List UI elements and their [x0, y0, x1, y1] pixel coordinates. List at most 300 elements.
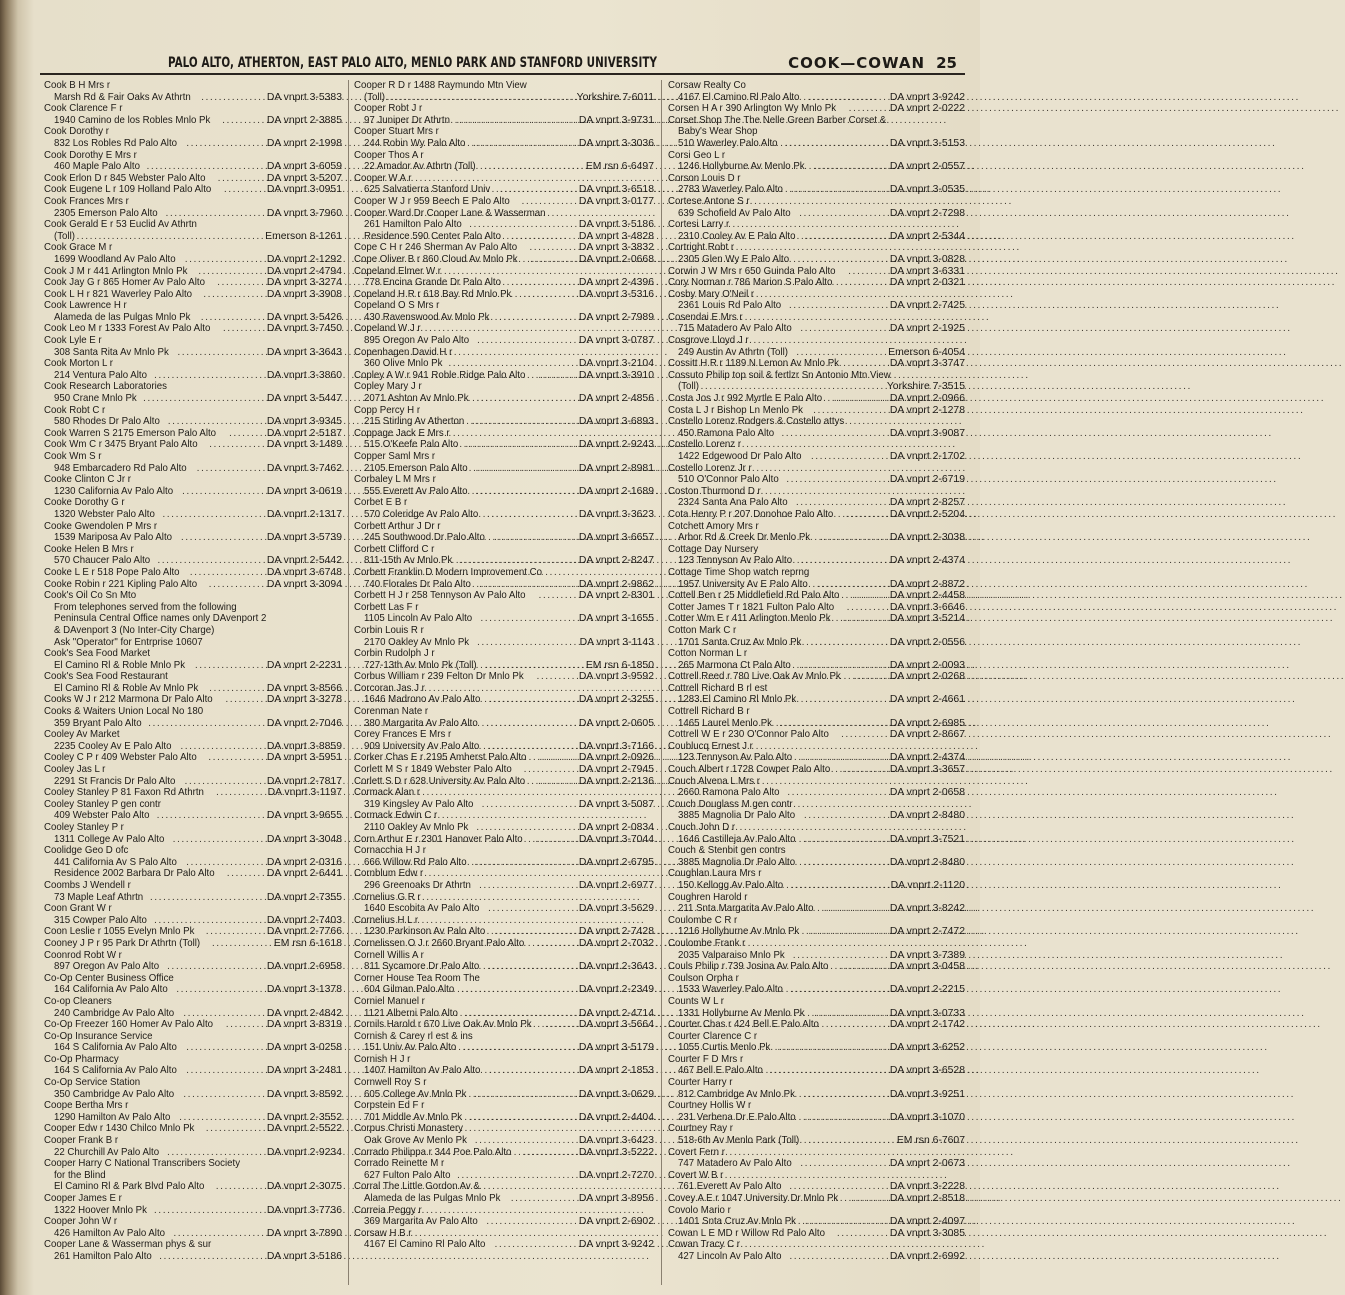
- listing-row: [668, 208, 965, 220]
- listing-row: [354, 903, 654, 915]
- listing-text: Alameda de las Pulgas Mnlo Pk: [364, 1193, 501, 1204]
- listing-text: 1699 Woodland Av Palo Alto: [54, 253, 176, 265]
- listing-row: [354, 196, 654, 208]
- phone-number: DA vnprt 2-6985: [889, 717, 965, 729]
- phone-number: DA vnprt 3-1070: [889, 1111, 965, 1123]
- dot-leader: [841, 961, 890, 973]
- phone-number: DA vnprt 2-8480: [889, 856, 965, 868]
- phone-number: DA vnprt 3-7462: [266, 462, 342, 474]
- dot-leader: [218, 173, 267, 185]
- phone-number: DA vnprt 3-5186: [266, 1250, 342, 1262]
- listing-text: Cory Norman r 786 Marion S Palo Alto: [668, 277, 833, 289]
- phone-number: DA vnprt 3-0619: [266, 485, 342, 497]
- dot-leader: [476, 393, 578, 405]
- dot-leader: [223, 323, 267, 335]
- listing-row: [354, 1077, 654, 1089]
- listing-text: Cook Lawrence H r: [44, 300, 127, 312]
- dot-leader: [186, 1065, 267, 1077]
- phone-number: DA vnprt 2-6958: [266, 961, 342, 973]
- listing-text: Covolo Mario r: [668, 1204, 731, 1216]
- phone-number: DA vnprt 3-3832: [578, 242, 654, 254]
- listing-row: [354, 868, 654, 880]
- listing-row: [44, 219, 342, 231]
- phone-number: DA vnprt 2-1998: [266, 137, 342, 149]
- phone-number: DA vnprt 3-3094: [266, 578, 342, 590]
- dot-leader: [186, 138, 267, 150]
- phone-number: DA vnprt 2-6992: [889, 1250, 965, 1262]
- dot-leader: [482, 799, 579, 811]
- dot-leader: [484, 161, 586, 173]
- phone-number: DA vnprt 2-1292: [266, 253, 342, 265]
- listing-text: Corpstein Ed F r: [354, 1100, 425, 1112]
- listing-text: 1105 Lincoln Av Palo Alto: [364, 613, 473, 625]
- listing-row: [44, 613, 342, 625]
- listing-row: [44, 358, 342, 370]
- dot-leader: [538, 776, 579, 788]
- listing-text: Cooper Edw r 1430 Chilco Mnlo Pk: [44, 1123, 195, 1135]
- listing-text: 1465 Laurel Menlo Pk: [678, 717, 773, 729]
- listing-text: 811 Sycamore Dr Palo Alto: [364, 961, 480, 973]
- dot-leader: [461, 984, 579, 996]
- dot-leader: [804, 1089, 890, 1101]
- listing-row: [354, 1216, 654, 1228]
- listing-text: Cooper R D r 1488 Raymundo Mtn View: [354, 80, 527, 91]
- listing-row: [354, 1181, 654, 1193]
- phone-number: DA vnprt 2-8667: [889, 729, 965, 741]
- listing-text: El Camino Rl & Roble Av Mnlo Pk: [54, 682, 199, 694]
- listing-text: (Toll): [364, 91, 385, 103]
- dot-leader: [511, 1193, 579, 1205]
- listing-text: 2105 Emerson Palo Alto: [364, 462, 468, 474]
- phone-number: DA vnprt 3-5447: [266, 393, 342, 405]
- listing-text: 409 Webster Palo Alto: [54, 810, 150, 822]
- listing-row: [44, 103, 342, 115]
- listing-text: 510 O'Connor Palo Alto: [678, 474, 779, 486]
- listing-text: Cottrell Richard B rl est: [668, 682, 768, 694]
- listing-text: 308 Santa Rita Av Mnlo Pk: [54, 346, 169, 358]
- listing-text: Cook Wm C r 3475 Bryant Palo Alto: [44, 439, 198, 451]
- phone-number: DA vnprt 3-5186: [578, 219, 654, 231]
- listing-text: Oak Grove Av Menlo Pk: [364, 1135, 467, 1147]
- phone-number: EM rsn 6-1850: [585, 659, 654, 671]
- dot-leader: [779, 718, 890, 730]
- listing-row: [668, 787, 965, 799]
- listing-row: [44, 567, 342, 579]
- dot-leader: [206, 1123, 267, 1135]
- listing-text: Corrado Reinette M r: [354, 1158, 445, 1170]
- listing-text: Corenman Nate r: [354, 706, 429, 718]
- listing-row: [354, 312, 654, 324]
- phone-number: DA vnprt 3-3278: [266, 694, 342, 706]
- listing-text: Courter Clarence C r: [668, 1030, 758, 1042]
- dot-leader: [159, 1251, 267, 1263]
- listing-row: [354, 950, 654, 962]
- listing-row: [668, 1089, 965, 1101]
- dot-leader: [801, 555, 890, 567]
- phone-number: DA vnprt 3-3657: [889, 764, 965, 776]
- phone-number: DA vnprt 3-0828: [889, 253, 965, 265]
- dot-leader: [472, 416, 579, 428]
- phone-number: DA vnprt 3-5383: [266, 91, 342, 103]
- listing-row: [44, 1216, 342, 1228]
- listing-text: 909 University Av Palo Alto: [364, 740, 480, 752]
- listing-text: 1246 Hollyburne Av Menlo Pk: [678, 161, 805, 173]
- phone-number: DA vnprt 2-6719: [889, 474, 965, 486]
- listing-row: [354, 555, 654, 567]
- phone-number: DA vnprt 2-4458: [889, 590, 965, 602]
- phone-number: DA vnprt 3-7044: [578, 833, 654, 845]
- listing-row: [44, 625, 342, 637]
- listing-text: 1230 Parkinson Av Palo Alto: [364, 926, 486, 938]
- phone-number: DA vnprt 2-7403: [266, 914, 342, 926]
- listing-row: [354, 242, 654, 254]
- dot-leader: [474, 1089, 579, 1101]
- dot-leader: [494, 532, 579, 544]
- dot-leader: [154, 1205, 267, 1217]
- phone-number: DA vnprt 2-3255: [578, 694, 654, 706]
- listing-row: [354, 1135, 654, 1147]
- phone-number: DA vnprt 2-7425: [889, 300, 965, 312]
- listing-row: [354, 752, 654, 764]
- dot-leader: [162, 509, 267, 521]
- dot-leader: [173, 834, 267, 846]
- phone-number: DA vnprt 2-0658: [889, 787, 965, 799]
- listing-row: [668, 463, 965, 475]
- listing-text: 164 S California Av Palo Alto: [54, 1042, 177, 1054]
- listing-text: 1640 Escobita Av Palo Alto: [364, 903, 480, 915]
- listing-row: [354, 799, 654, 811]
- dot-leader: [185, 776, 267, 788]
- phone-number: DA vnprt 2-7032: [578, 937, 654, 949]
- listing-row: [668, 648, 965, 660]
- listing-row: [44, 1100, 342, 1112]
- phone-number: DA vnprt 2-6795: [578, 856, 654, 868]
- listing-text: Cope Oliver B r 860 Cloud Av Mnlo Pk: [354, 253, 518, 265]
- listing-text: 639 Schofield Av Palo Alto: [678, 207, 791, 219]
- listing-text: 627 Fulton Palo Alto: [364, 1169, 451, 1181]
- phone-number: DA vnprt 3-6748: [266, 566, 342, 578]
- listing-text: 231 Verbena Dr E Palo Alto: [678, 1111, 796, 1123]
- listing-row: [44, 1239, 342, 1251]
- listing-text: Coon Leslie r 1055 Evelyn Mnlo Pk: [44, 926, 195, 938]
- listing-text: Coope Bertha Mrs r: [44, 1100, 129, 1112]
- listing-text: Cossitt H R r 1189 N Lemon Av Mnlo Pk: [668, 358, 839, 370]
- listing-row: [668, 126, 965, 138]
- dot-leader: [216, 1181, 267, 1193]
- listing-text: Cook Leo M r 1333 Forest Av Palo Alto: [44, 323, 211, 335]
- listing-text: 2660 Ramona Palo Alto: [678, 787, 780, 799]
- listing-row: [668, 1193, 965, 1205]
- listing-text: Cowan L E MD r Willow Rd Palo Alto: [668, 1227, 825, 1239]
- listing-row: [44, 1112, 342, 1124]
- listing-row: [668, 799, 965, 811]
- listing-text: Cosby Mary O'Neil r: [668, 288, 755, 300]
- dot-leader: [809, 92, 890, 104]
- listing-row: [354, 486, 654, 498]
- dot-leader: [847, 602, 890, 614]
- listing-text: 2110 Oakley Av Mnlo Pk: [364, 822, 469, 833]
- listing-text: Corson Louis D r: [668, 172, 741, 184]
- dot-leader: [769, 1065, 890, 1077]
- dot-leader: [842, 764, 889, 776]
- dot-leader: [800, 323, 890, 335]
- dot-leader: [479, 880, 579, 892]
- listing-text: 2035 Valparaiso Mnlo Pk: [678, 949, 785, 961]
- listing-text: Cook Warren S 2175 Emerson Palo Alto: [44, 427, 217, 439]
- phone-number: DA vnprt 2-0268: [889, 671, 965, 683]
- listing-text: Alameda de las Pulgas Mnlo Pk: [54, 311, 191, 323]
- listing-text: 380 Margarita Av Palo Alto: [364, 717, 478, 729]
- phone-number: DA vnprt 3-9087: [889, 427, 965, 439]
- listing-row: [668, 428, 965, 440]
- dot-leader: [475, 486, 579, 498]
- listing-text: Cook Robt C r: [44, 404, 106, 416]
- listing-row: [668, 984, 965, 996]
- listing-text: 315 Cowper Palo Alto: [54, 914, 147, 926]
- listing-row: [668, 938, 965, 950]
- phone-number: DA vnprt 3-0629: [578, 1088, 654, 1100]
- listing-text: Corsen H A r 390 Arlington Wy Mnlo Pk: [668, 103, 837, 115]
- dot-leader: [195, 660, 267, 672]
- listing-row: [44, 857, 342, 869]
- listing-text: Cooley Stanley P gen contr: [44, 798, 161, 810]
- listing-row: [354, 219, 654, 231]
- header-title: PALO ALTO, ATHERTON, EAST PALO ALTO, MENLO PARK AND STANFORD UNIVERSITY: [168, 55, 658, 71]
- listing-row: [668, 92, 965, 104]
- listing-text: 605 College Av Mnlo Pk: [364, 1088, 467, 1100]
- dot-leader: [804, 857, 890, 869]
- listing-row: [668, 266, 965, 278]
- dot-leader: [811, 637, 890, 649]
- listing-text: Co-Op Freezer 160 Homer Av Palo Alto: [44, 1019, 214, 1031]
- dot-leader: [538, 370, 579, 382]
- listing-row: [44, 266, 342, 278]
- listing-row: [668, 1135, 965, 1147]
- listing-text: 123 Tennyson Av Palo Alto: [678, 752, 793, 764]
- listing-text: Corbett Arthur J Dr r: [354, 520, 441, 532]
- listing-text: Cope C H r 246 Sherman Av Palo Alto: [354, 242, 518, 254]
- dot-leader: [488, 741, 579, 753]
- listing-text: Corner House Tea Room The: [354, 972, 480, 984]
- listing-row: [44, 880, 342, 892]
- listing-row: [668, 961, 965, 973]
- phone-number: DA vnprt 3-9655: [266, 810, 342, 822]
- dot-leader: [217, 277, 267, 289]
- listing-text: 2324 Santa Ana Palo Alto: [678, 497, 788, 509]
- phone-number: DA vnprt 3-7389: [889, 949, 965, 961]
- listing-text: 555 Everett Av Palo Alto: [364, 485, 468, 497]
- listing-text: Corbin Louis R r: [354, 624, 424, 636]
- listing-text: 1230 California Av Palo Alto: [54, 485, 174, 497]
- listing-row: [354, 787, 654, 799]
- listing-row: [44, 92, 342, 104]
- phone-number: DA vnprt 3-0787: [578, 335, 654, 347]
- listing-row: [44, 126, 342, 138]
- phone-number: DA vnprt 2-1278: [889, 404, 965, 416]
- listing-text: 1320 Webster Palo Alto: [54, 508, 155, 520]
- phone-number: DA vnprt 3-3908: [266, 288, 342, 300]
- dot-leader: [186, 857, 267, 869]
- dot-leader: [511, 277, 579, 289]
- listing-row: [354, 115, 654, 127]
- listing-row: [668, 1158, 965, 1170]
- listing-text: Copenhagen David H r: [354, 346, 453, 358]
- listing-row: [354, 1100, 654, 1112]
- listing-text: 359 Bryant Palo Alto: [54, 717, 142, 729]
- phone-number: DA vnprt 3-6518: [578, 184, 654, 196]
- listing-text: 360 Olive Mnlo Pk: [364, 358, 443, 370]
- listing-row: [668, 1181, 965, 1193]
- listing-text: Covert Fern r: [668, 1146, 725, 1158]
- phone-number: DA vnprt 2-1120: [890, 879, 965, 891]
- phone-number: DA vnprt 3-5153: [889, 137, 965, 149]
- listing-row: [44, 996, 342, 1008]
- listing-text: Cossuto Philip top soil & fertlzr Sn Antonio Mtn View: [668, 369, 891, 381]
- listing-text: 151 Univ Av Palo Alto: [364, 1042, 457, 1054]
- listing-text: Co-Op Service Station: [44, 1077, 141, 1089]
- listing-row: [668, 1147, 965, 1159]
- listing-row: [354, 1239, 654, 1251]
- phone-number: DA vnprt 3-9345: [266, 416, 342, 428]
- dot-leader: [465, 439, 579, 451]
- listing-row: [44, 1031, 342, 1043]
- dot-leader: [216, 787, 268, 799]
- phone-number: EM rsn 6-7607: [896, 1135, 965, 1147]
- listing-row: [668, 741, 965, 753]
- listing-row: [668, 950, 965, 962]
- listing-text: 1322 Hoover Mnlo Pk: [54, 1204, 147, 1216]
- listing-row: [668, 497, 965, 509]
- dot-leader: [851, 1193, 890, 1205]
- listing-row: [44, 718, 342, 730]
- listing-text: 1216 Hollyburne Av Mnlo Pk: [678, 926, 800, 938]
- listing-text: Cook Morton L r: [44, 358, 113, 370]
- listing-text: 369 Margarita Av Palo Alto: [364, 1216, 478, 1228]
- listing-text: Corbett H J r 258 Tennyson Av Palo Alto: [354, 590, 526, 602]
- listing-text: 950 Crane Mnlo Pk: [54, 393, 137, 405]
- listing-text: 3885 Magnolia Dr Palo Alto: [678, 810, 796, 822]
- phone-number: DA vnprt 2-0834: [578, 822, 654, 833]
- listing-row: [44, 648, 342, 660]
- listing-text: 580 Rhodes Dr Palo Alto: [54, 416, 160, 428]
- listing-text: Cornils Harold r 670 Live Oak Av Mnlo Pk: [354, 1019, 532, 1031]
- phone-number: DA vnprt 3-5316: [578, 288, 654, 300]
- listing-row: [354, 613, 654, 625]
- listing-text: 2783 Waverley Palo Alto: [678, 184, 783, 196]
- dot-leader: [459, 555, 579, 567]
- listing-text: 4167 El Camino Rl Palo Alto: [364, 1239, 486, 1251]
- listing-text: 2071 Ashton Av Mnlo Pk: [364, 393, 469, 405]
- listing-text: Couch & Stenbit gen contrs: [668, 845, 786, 857]
- phone-number: DA vnprt 2-6902: [578, 1216, 654, 1228]
- listing-row: [44, 393, 342, 405]
- listing-row: [354, 973, 654, 985]
- listing-row: [44, 694, 342, 706]
- dot-leader: [852, 590, 890, 602]
- listing-row: [44, 300, 342, 312]
- listing-row: [354, 416, 654, 428]
- listing-row: [354, 1019, 654, 1031]
- listing-row: [354, 1193, 654, 1205]
- dot-leader: [523, 1147, 579, 1159]
- dot-leader: [154, 915, 267, 927]
- listing-text: Cooper Harry C National Transcribers Society: [44, 1158, 241, 1170]
- listing-text: 22 Churchill Av Palo Alto: [54, 1146, 160, 1158]
- listing-row: [354, 961, 654, 973]
- listing-row: [354, 926, 654, 938]
- listing-column-1: [44, 80, 342, 1290]
- listing-text: Corker Chas E r 2195 Amherst Palo Alto: [354, 752, 527, 764]
- listing-text: 747 Matadero Av Palo Alto: [678, 1158, 792, 1170]
- listing-text: Residence 2002 Barbara Dr Palo Alto: [54, 868, 215, 880]
- listing-row: [44, 752, 342, 764]
- dot-leader: [852, 358, 890, 370]
- dot-leader: [168, 416, 267, 428]
- dot-leader: [208, 752, 267, 764]
- listing-row: [354, 451, 654, 463]
- listing-text: Corbett Las F r: [354, 601, 419, 613]
- listing-row: [668, 752, 965, 764]
- phone-number: DA vnprt 3-5739: [266, 532, 342, 544]
- listing-row: [354, 718, 654, 730]
- listing-row: [44, 1008, 342, 1020]
- listing-row: [668, 532, 965, 544]
- listing-text: Cotton Mark C r: [668, 624, 737, 636]
- listing-row: [668, 150, 965, 162]
- listing-text: Corbus William r 239 Felton Dr Mnlo Pk: [354, 671, 524, 683]
- dot-leader: [791, 880, 891, 892]
- listing-text: Cornelius G R r: [354, 891, 421, 903]
- dot-leader: [203, 289, 267, 301]
- listing-text: Cortright Robt r: [668, 242, 735, 254]
- listing-row: [354, 579, 654, 591]
- listing-text: Cottrell W E r 230 O'Connor Palo Alto: [668, 729, 829, 741]
- listing-text: Cook's Sea Food Market: [44, 648, 151, 660]
- listing-text: Cook Frances Mrs r: [44, 195, 129, 207]
- phone-number: DA vnprt 2-7428: [578, 926, 654, 938]
- phone-number: DA vnprt 3-8956: [578, 1193, 654, 1204]
- listing-row: [668, 776, 965, 788]
- listing-text: Coombs J Wendell r: [44, 879, 131, 891]
- listing-text: Costa Jos J r 992 Myrtle E Palo Alto: [668, 393, 823, 405]
- dot-leader: [813, 405, 890, 417]
- phone-number: DA vnprt 3-3623: [578, 508, 654, 520]
- listing-text: Cook B H Mrs r: [44, 80, 111, 91]
- listing-row: [668, 1031, 965, 1043]
- listing-text: Corlett S D r 628 University Av Palo Alto: [354, 775, 526, 787]
- listing-text: Cook Gerald E r 53 Euclid Av Athrtn: [44, 219, 197, 231]
- listing-text: 570 Chaucer Palo Alto: [54, 555, 151, 567]
- phone-number: DA vnprt 2-3885: [266, 114, 342, 126]
- phone-number: DA vnprt 2-1853: [578, 1065, 654, 1077]
- listing-row: [44, 277, 342, 289]
- listing-row: [668, 439, 965, 451]
- listing-text: Cook Research Laboratories: [44, 381, 168, 393]
- phone-number: DA vnprt 3-0535: [889, 184, 965, 196]
- phone-number: DA vnprt 3-3085: [889, 1227, 965, 1239]
- listing-text: Cottrell Richard B r: [668, 706, 750, 718]
- listing-text: Cottell Ben r 25 Middlefield Rd Palo Alto: [668, 590, 840, 602]
- listing-text: Cook Eugene L r 109 Holland Palo Alto: [44, 184, 212, 196]
- phone-number: DA vnprt 2-8480: [889, 810, 965, 822]
- listing-text: Cota Henry P r 207 Donohoe Palo Alto: [668, 508, 834, 520]
- listing-row: [44, 741, 342, 753]
- phone-number: DA vnprt 3-9242: [889, 91, 965, 103]
- listing-row: [668, 196, 965, 208]
- listing-text: 3885 Magnolia Dr Palo Alto: [678, 856, 796, 868]
- listing-text: 1533 Waverley Palo Alto: [678, 984, 783, 996]
- listing-row: [668, 857, 965, 869]
